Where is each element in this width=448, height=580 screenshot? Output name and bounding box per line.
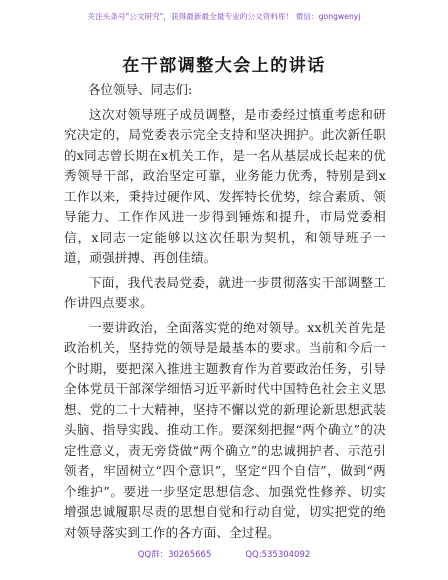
header-promo-note: 关注头条号"公文研究"，获得最新最全最专业的公文资料库！ 微信：gongwenyj — [87, 12, 361, 21]
document-title: 在干部调整大会上的讲话 — [122, 56, 326, 76]
footer-qq-group: QQ群：30265665 — [137, 550, 212, 560]
paragraph-1: 这次对领导班子成员调整，是市委经过慎重考虑和研究决定的，局党委表示完全支持和坚决拥护。此次新任职的x同志曾长期在x机关工作，是一名从基层成长起来的优秀领导干部，政治坚定可靠，业务能力优秀，特别是到x工作以来，秉持过硬作风、发挥特长优势，综合素质、领导能力、工作作风进一步得到锤炼和提升，市局党委相信，x同志一定能够以这次任职为契机，和领导班子一道，顽强拼搏、再创佳绩。 — [64, 106, 386, 265]
footer-contact — [0, 548, 448, 560]
document-body — [64, 80, 386, 543]
paragraph-3: 一要讲政治，全面落实党的绝对领导。xx机关首先是政治机关，坚持党的领导是最基本的要求。当前和今后一个时期，要把深入推进主题教育作为首要政治任务，引导全体党员干部深学细悟习近平新时代中国特色社会主义思想、党的二十大精神，坚持不懈以党的新理论新思想武装头脑、指导实践、推动工作。要深刻把握“两个确立”的决定性意义，责无旁贷做“两个确立”的忠诚拥护者、示范引领者，牢固树立“四个意识”，坚定“四个自信”，做到“两个维护”。要进一步坚定思想信念、加强党性修养、切实增强忠诚履职尽责的思想自觉和行动自觉，切实把党的绝对领导落实到工作的各方面、全过程。 — [64, 319, 386, 540]
paragraph-2: 下面，我代表局党委，就进一步贯彻落实干部调整工作讲四点要求。 — [64, 274, 386, 310]
salutation: 各位领导、同志们: — [88, 82, 193, 97]
footer-qq-number: QQ:535304092 — [245, 550, 311, 560]
